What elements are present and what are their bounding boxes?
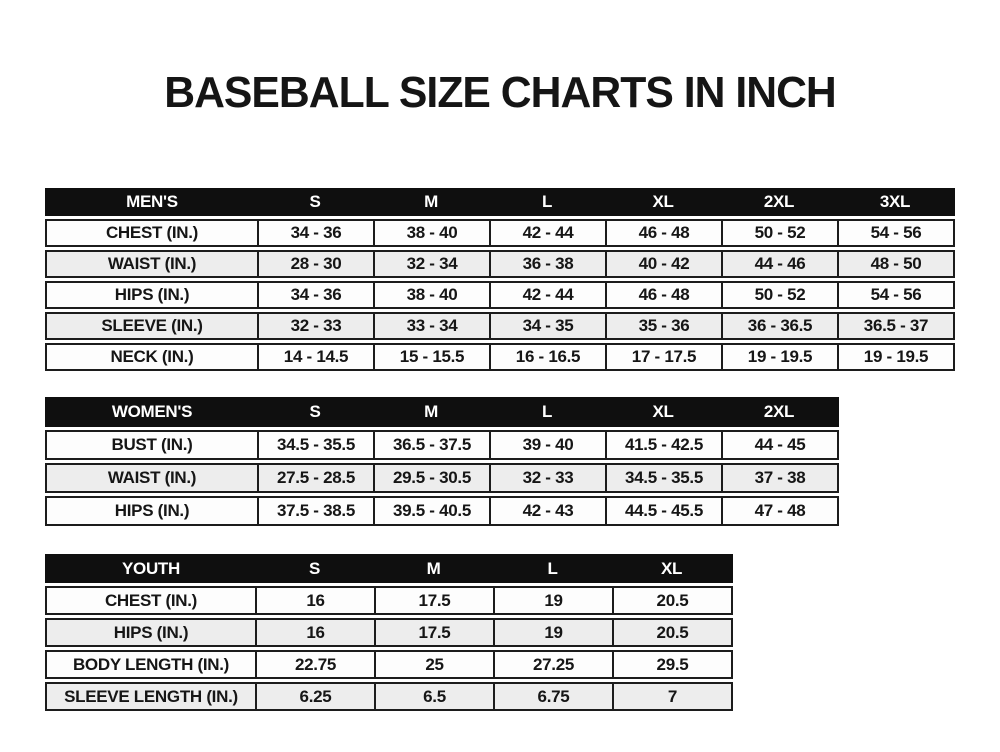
measurement-value-cell: 17.5 [374,588,493,613]
measurement-value-cell: 36.5 - 37.5 [373,432,489,458]
measurement-value-cell: 37.5 - 38.5 [257,498,373,524]
measurement-value-cell: 14 - 14.5 [257,345,373,369]
measurement-value-cell: 42 - 44 [489,283,605,307]
measurement-label: SLEEVE (IN.) [101,316,203,335]
measurement-value-cell: 19 - 19.5 [837,345,953,369]
measurement-value-cell: 29.5 [612,652,731,677]
measurement-value-cell: 17.5 [374,620,493,645]
measurement-value-cell: 40 - 42 [605,252,721,276]
table-header-row [45,188,955,216]
measurement-value-cell: 33 - 34 [373,314,489,338]
table-row [45,430,839,460]
measurement-value-cell: 32 - 33 [257,314,373,338]
measurement-value-cell: 27.25 [493,652,612,677]
measurement-value-cell: 6.25 [255,684,374,709]
measurement-label: NECK (IN.) [110,347,194,366]
measurement-label: HIPS (IN.) [114,285,190,304]
measurement-value-cell: 32 - 33 [489,465,605,491]
size-header-cell: 2XL [763,192,795,211]
size-header-cell: L [547,558,558,578]
measurement-value-cell: 47 - 48 [721,498,837,524]
table-row [45,312,955,340]
measurement-value-cell: 32 - 34 [373,252,489,276]
measurement-value-cell: 36.5 - 37 [837,314,953,338]
measurement-value-cell: 6.5 [374,684,493,709]
table-header-row [45,397,839,427]
measurement-label: SLEEVE LENGTH (IN.) [64,686,238,706]
measurement-value-cell: 44 - 46 [721,252,837,276]
measurement-value-cell: 28 - 30 [257,252,373,276]
measurement-value-cell: 54 - 56 [837,221,953,245]
size-header-cell: S [309,402,321,421]
table-row [45,219,955,247]
size-header-cell: M [424,402,438,421]
measurement-value-cell: 46 - 48 [605,221,721,245]
measurement-value-cell: 34.5 - 35.5 [605,465,721,491]
measurement-value-cell: 34.5 - 35.5 [257,432,373,458]
size-header-cell: XL [660,558,683,578]
measurement-label: BUST (IN.) [111,435,193,454]
table-title-cell: YOUTH [121,558,180,578]
table-row [45,618,733,647]
measurement-value-cell: 39 - 40 [489,432,605,458]
table-title-cell: WOMEN'S [111,402,193,421]
measurement-value-cell: 41.5 - 42.5 [605,432,721,458]
measurement-value-cell: 25 [374,652,493,677]
measurement-value-cell: 35 - 36 [605,314,721,338]
table-row [45,650,733,679]
measurement-value-cell: 37 - 38 [721,465,837,491]
size-header-cell: M [424,192,438,211]
measurement-label: CHEST (IN.) [104,590,198,610]
size-header-cell: XL [652,402,674,421]
mens-size-table [45,188,955,374]
measurement-value-cell: 36 - 36.5 [721,314,837,338]
measurement-value-cell: 34 - 36 [257,283,373,307]
measurement-value-cell: 29.5 - 30.5 [373,465,489,491]
table-row [45,682,733,711]
measurement-label: BODY LENGTH (IN.) [72,654,230,674]
measurement-value-cell: 46 - 48 [605,283,721,307]
size-header-cell: XL [652,192,674,211]
table-row [45,343,955,371]
measurement-value-cell: 20.5 [612,588,731,613]
measurement-value-cell: 7 [612,684,731,709]
womens-size-table [45,397,839,529]
size-header-cell: 3XL [879,192,911,211]
size-header-cell: M [426,558,441,578]
measurement-value-cell: 19 - 19.5 [721,345,837,369]
measurement-value-cell: 42 - 43 [489,498,605,524]
measurement-value-cell: 44.5 - 45.5 [605,498,721,524]
measurement-value-cell: 50 - 52 [721,221,837,245]
table-row [45,250,955,278]
measurement-value-cell: 34 - 35 [489,314,605,338]
measurement-label: HIPS (IN.) [114,501,190,520]
measurement-value-cell: 16 [255,620,374,645]
table-title-cell: MEN'S [126,192,178,211]
measurement-value-cell: 16 - 16.5 [489,345,605,369]
size-header-cell: S [308,558,321,578]
table-row [45,586,733,615]
measurement-value-cell: 44 - 45 [721,432,837,458]
measurement-value-cell: 42 - 44 [489,221,605,245]
measurement-value-cell: 20.5 [612,620,731,645]
size-header-cell: 2XL [763,402,795,421]
measurement-value-cell: 34 - 36 [257,221,373,245]
measurement-value-cell: 54 - 56 [837,283,953,307]
measurement-label: WAIST (IN.) [107,254,197,273]
measurement-label: CHEST (IN.) [105,223,199,242]
measurement-value-cell: 16 [255,588,374,613]
size-header-cell: L [541,192,553,211]
measurement-value-cell: 22.75 [255,652,374,677]
table-header-row [45,554,733,583]
measurement-value-cell: 19 [493,620,612,645]
measurement-value-cell: 39.5 - 40.5 [373,498,489,524]
measurement-value-cell: 27.5 - 28.5 [257,465,373,491]
measurement-value-cell: 15 - 15.5 [373,345,489,369]
size-header-cell: S [309,192,321,211]
measurement-value-cell: 38 - 40 [373,221,489,245]
measurement-value-cell: 50 - 52 [721,283,837,307]
measurement-value-cell: 36 - 38 [489,252,605,276]
page-title: BASEBALL SIZE CHARTS IN INCH [164,68,836,117]
table-row [45,463,839,493]
measurement-value-cell: 19 [493,588,612,613]
measurement-value-cell: 17 - 17.5 [605,345,721,369]
measurement-value-cell: 38 - 40 [373,283,489,307]
measurement-value-cell: 6.75 [493,684,612,709]
size-header-cell: L [541,402,553,421]
measurement-value-cell: 48 - 50 [837,252,953,276]
table-row [45,496,839,526]
youth-size-table [45,554,733,714]
measurement-label: WAIST (IN.) [107,468,197,487]
table-row [45,281,955,309]
measurement-label: HIPS (IN.) [113,622,189,642]
